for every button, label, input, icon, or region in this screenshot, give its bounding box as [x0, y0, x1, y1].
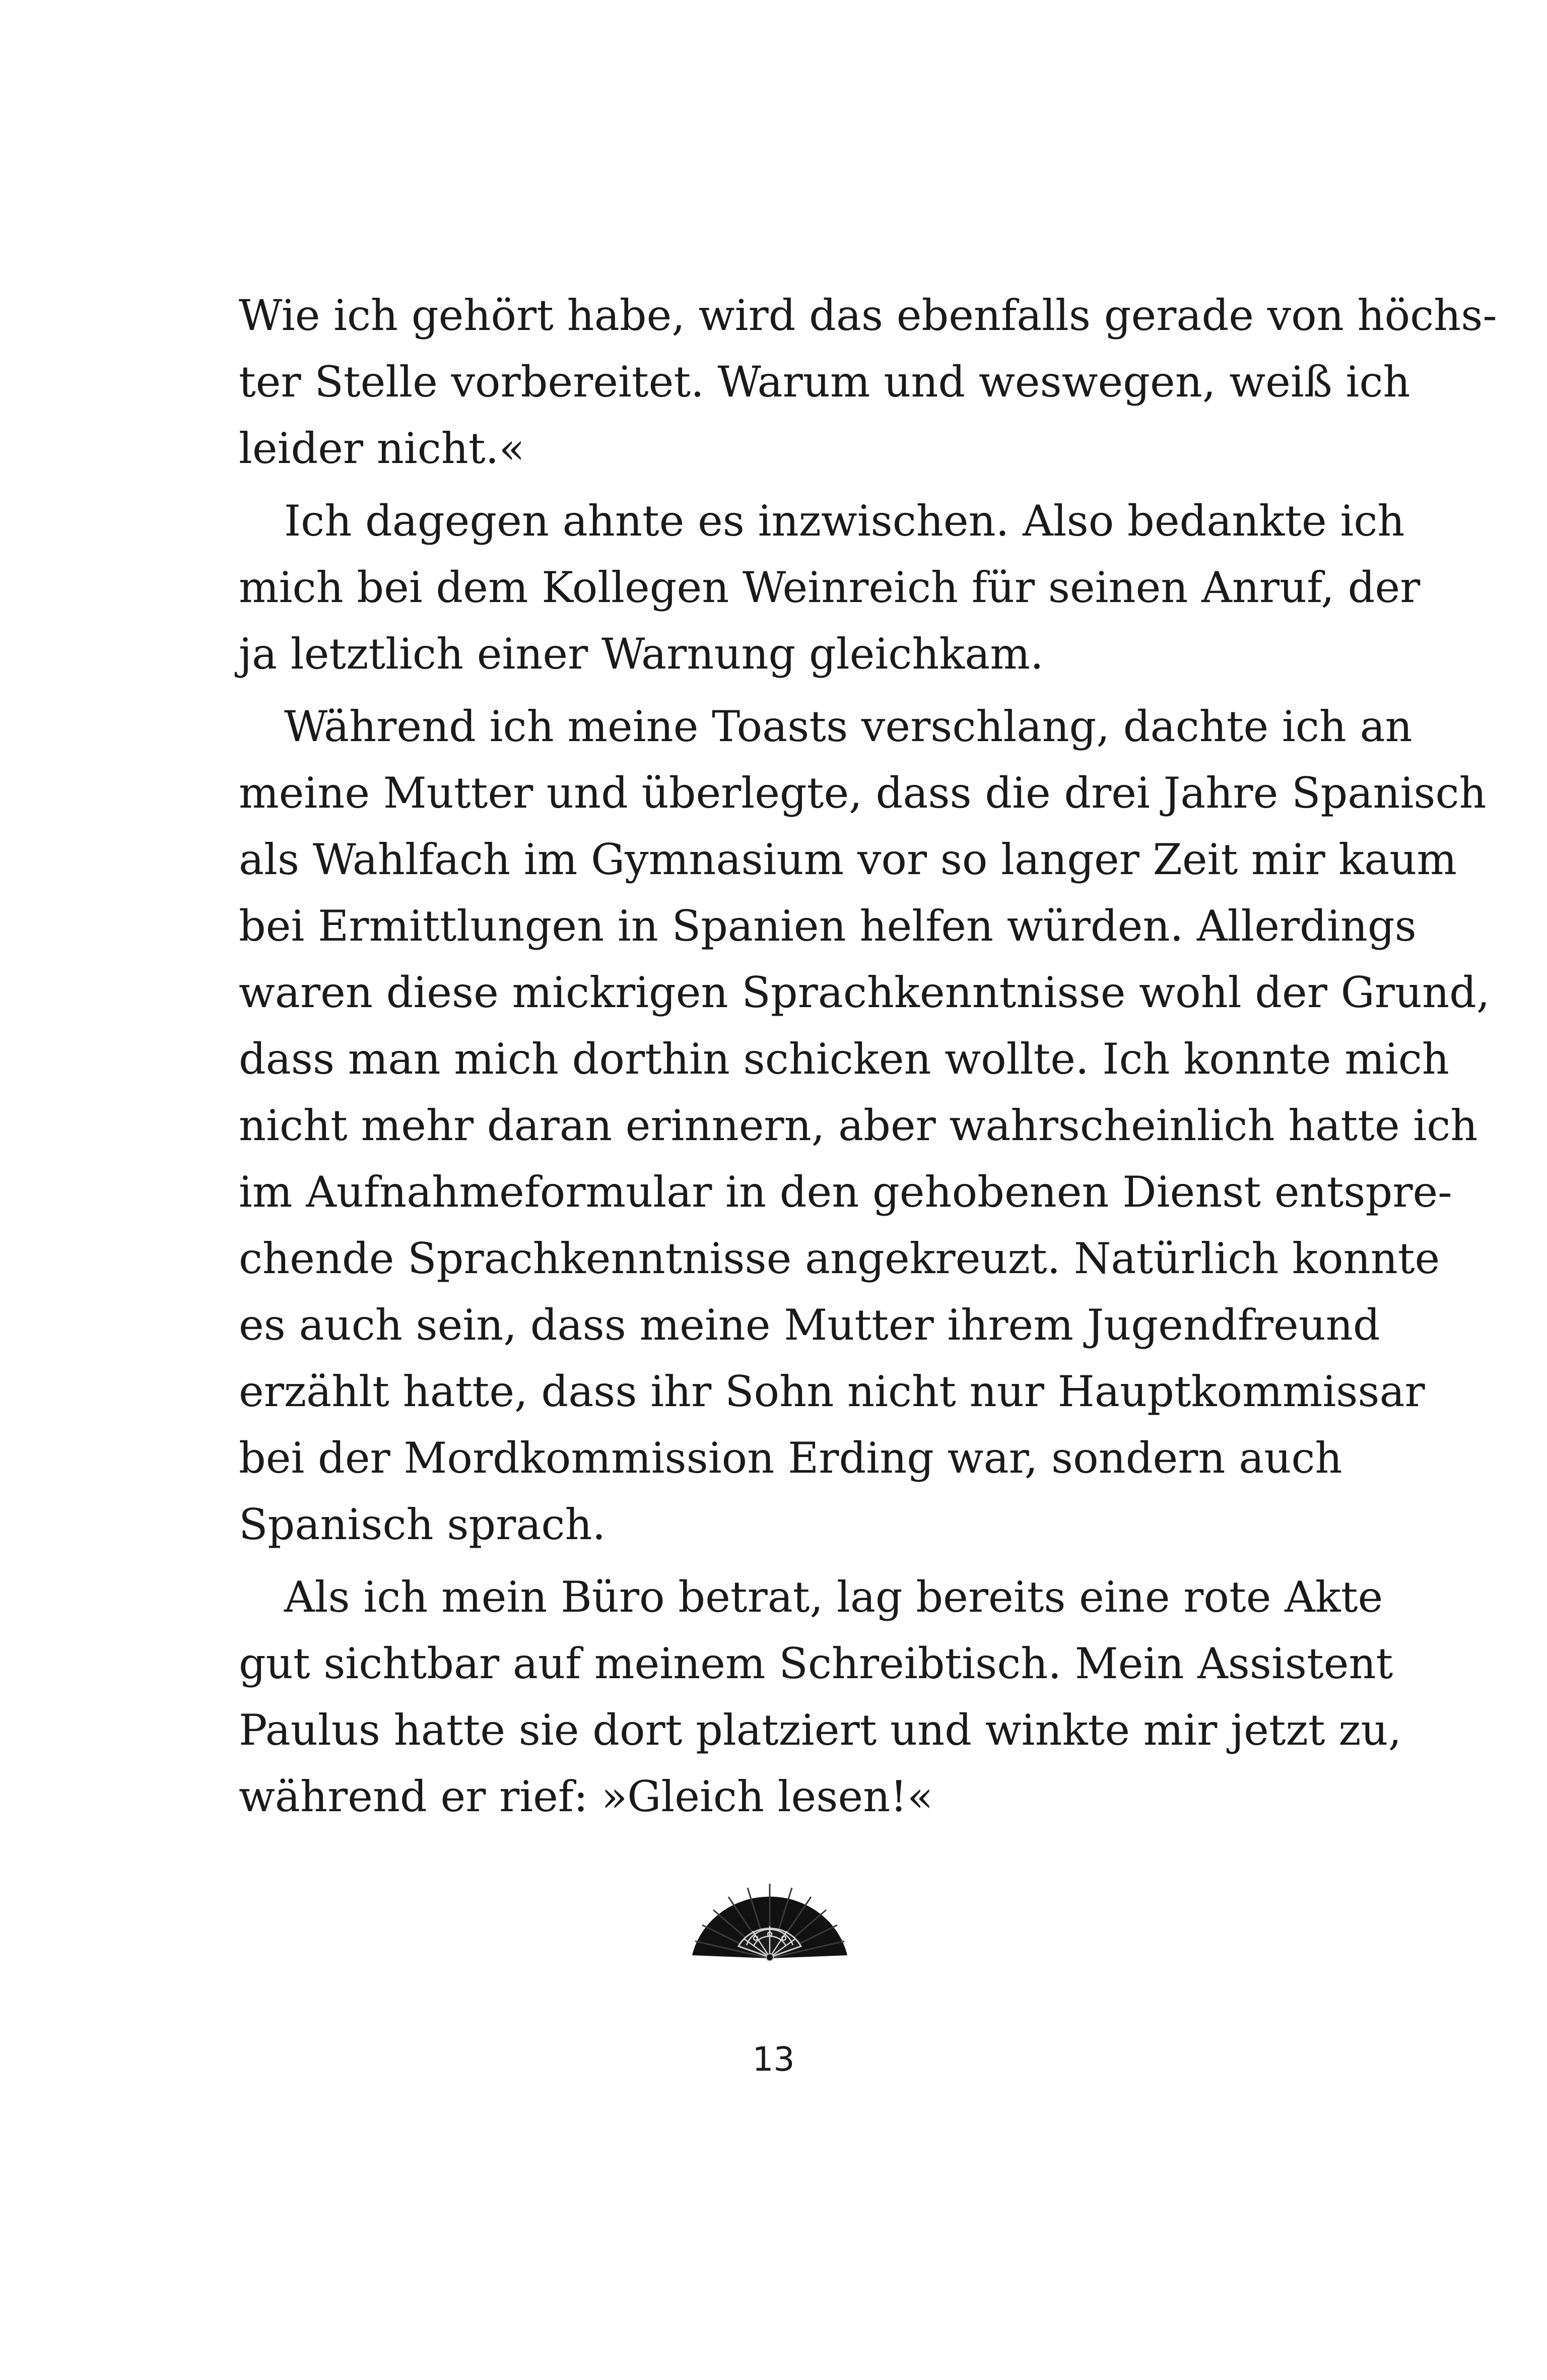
fan-ornament-icon [690, 1882, 849, 1962]
page-number: 13 [752, 2040, 795, 2079]
text-line: ja letztlich einer Warnung gleichkam. [239, 629, 1044, 679]
text-line: Paulus hatte sie dort platziert und winkte mir jetzt zu, [239, 1705, 1402, 1755]
text-line: nicht mehr daran erinnern, aber wahrscheinlich hatte ich [239, 1101, 1478, 1150]
text-line: Spanisch sprach. [239, 1500, 606, 1549]
text-line: meine Mutter und überlegte, dass die drei Jahre Spanisch [239, 768, 1487, 818]
text-line: Als ich mein Büro betrat, lag bereits eine rote Akte [284, 1572, 1383, 1622]
paragraph [239, 693, 1490, 1558]
text-line: als Wahlfach im Gymnasium vor so langer Zeit mir kaum [239, 835, 1457, 884]
text-line: chende Sprachkenntnisse angekreuzt. Natürlich konnte [239, 1234, 1440, 1283]
text-line: Während ich meine Toasts verschlang, dachte ich an [284, 702, 1413, 751]
text-line: bei der Mordkommission Erding war, sondern auch [239, 1433, 1342, 1483]
paragraph [239, 282, 1497, 482]
text-line: waren diese mickrigen Sprachkenntnisse wohl der Grund, [239, 968, 1490, 1017]
body-text [239, 282, 1497, 1830]
text-line: ter Stelle vorbereitet. Warum und weswegen, weiß ich [239, 357, 1410, 407]
text-line: im Aufnahmeformular in den gehobenen Dienst entspre- [239, 1167, 1452, 1217]
text-line: während er rief: »Gleich lesen!« [239, 1772, 933, 1821]
text-line: es auch sein, dass meine Mutter ihrem Jugendfreund [239, 1300, 1380, 1350]
text-line: bei Ermittlungen in Spanien helfen würden. Allerdings [239, 901, 1417, 951]
text-line: gut sichtbar auf meinem Schreibtisch. Mein Assistent [239, 1639, 1393, 1688]
paragraph [239, 1564, 1402, 1830]
text-line: erzählt hatte, dass ihr Sohn nicht nur Hauptkommissar [239, 1367, 1425, 1416]
text-line: dass man mich dorthin schicken wollte. Ich konnte mich [239, 1034, 1449, 1084]
text-line: mich bei dem Kollegen Weinreich für seinen Anruf, der [239, 563, 1421, 612]
paragraph [239, 488, 1421, 687]
text-line: Wie ich gehört habe, wird das ebenfalls gerade von höchs- [239, 291, 1497, 340]
text-line: Ich dagegen ahnte es inzwischen. Also bedankte ich [284, 496, 1405, 546]
text-line: leider nicht.« [239, 424, 525, 473]
